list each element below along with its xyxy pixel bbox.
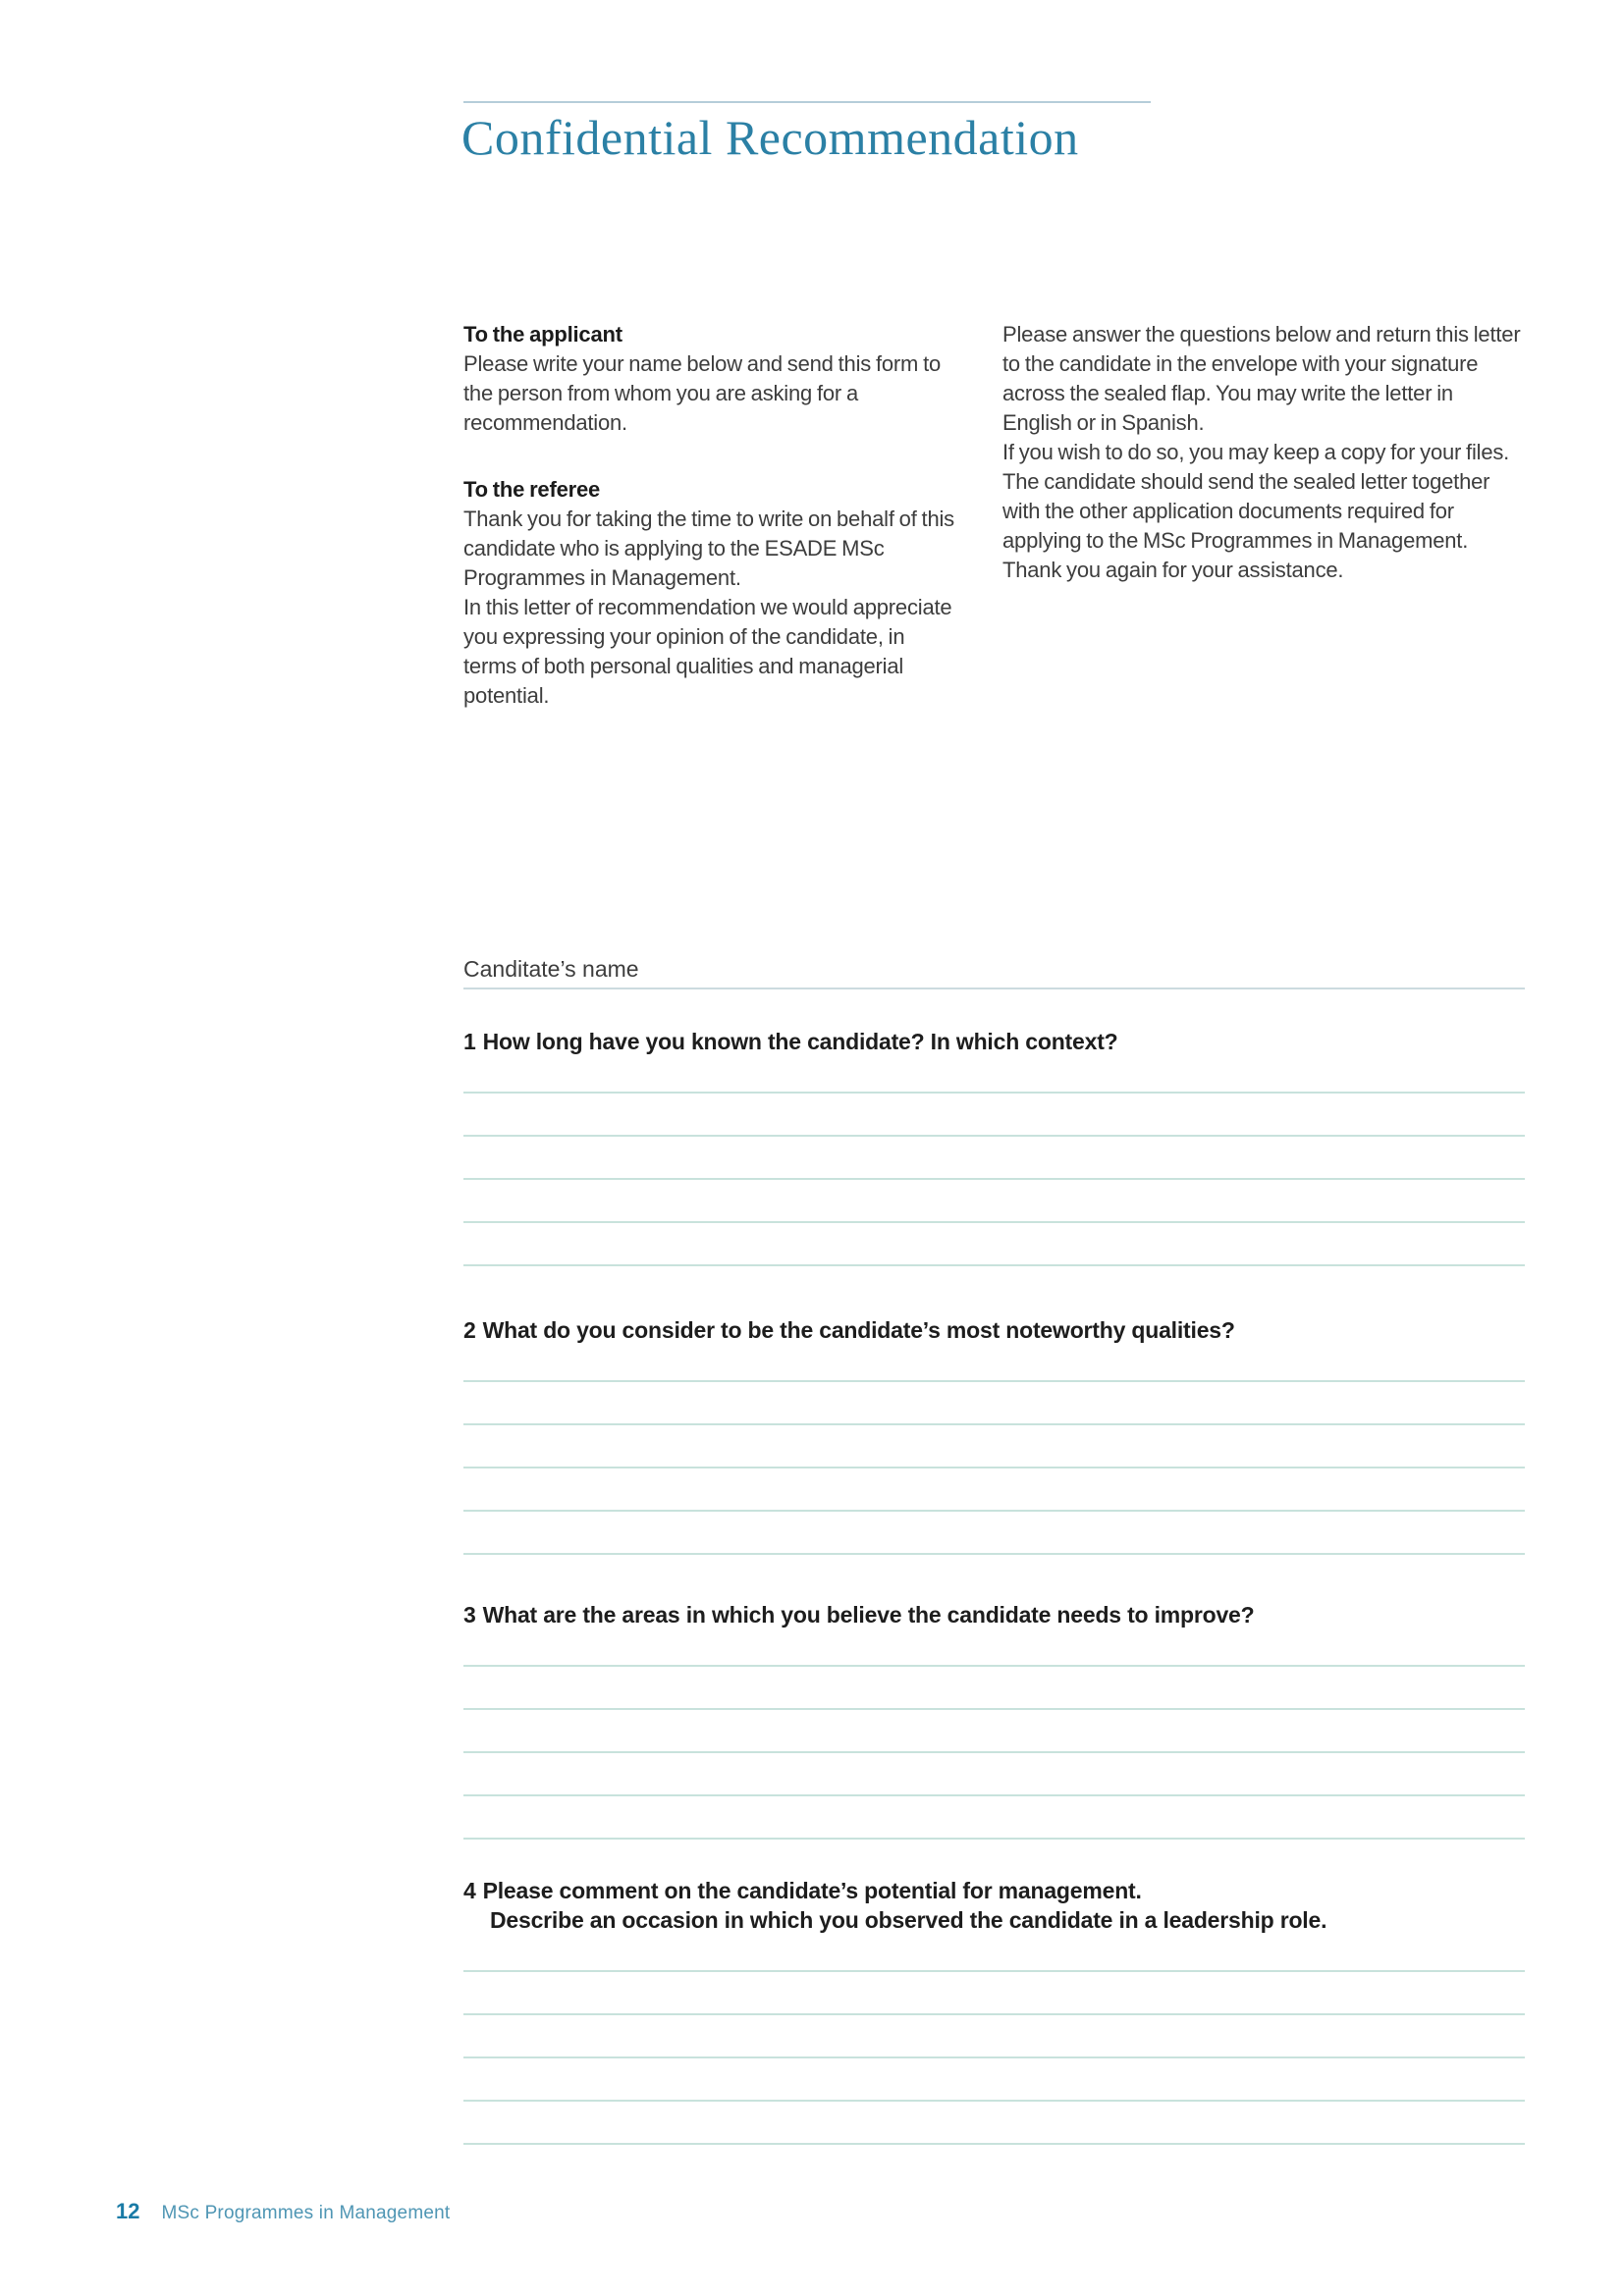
applicant-body: Please write your name below and send this form to the person from whom you are asking for a recommendation. bbox=[463, 351, 942, 435]
question-1 bbox=[463, 1027, 1525, 1266]
answer-line bbox=[463, 1794, 1525, 1796]
answer-line bbox=[463, 1264, 1525, 1266]
question-number: 1 bbox=[463, 1029, 476, 1054]
answer-lines bbox=[463, 1092, 1525, 1266]
page-title: Confidential Recommendation bbox=[461, 110, 1079, 165]
answer-lines bbox=[463, 1380, 1525, 1555]
intro-left-column bbox=[463, 320, 959, 711]
answer-line bbox=[463, 2056, 1525, 2058]
answer-line bbox=[463, 1092, 1525, 1094]
question-3 bbox=[463, 1600, 1525, 1840]
candidate-name-label: Canditate’s name bbox=[463, 956, 639, 982]
page-number: 12 bbox=[116, 2199, 140, 2223]
answer-line bbox=[463, 1708, 1525, 1710]
answer-line bbox=[463, 1178, 1525, 1180]
question-3-heading bbox=[463, 1600, 1525, 1629]
right-column-paragraph-3: Thank you again for your assistance. bbox=[1002, 558, 1344, 582]
right-column-paragraph-1: Please answer the questions below and return this letter to the candidate in the envelope with your signature across the sealed flap. You may write the letter in English or in Spanish. bbox=[1002, 322, 1521, 435]
question-2 bbox=[463, 1315, 1525, 1555]
question-4 bbox=[463, 1876, 1525, 2145]
question-text: How long have you known the candidate? In which context? bbox=[482, 1029, 1118, 1054]
question-1-heading bbox=[463, 1027, 1525, 1056]
footer-label: MSc Programmes in Management bbox=[161, 2203, 451, 2223]
answer-line bbox=[463, 1665, 1525, 1667]
answer-line bbox=[463, 1553, 1525, 1555]
answer-line bbox=[463, 1467, 1525, 1468]
question-text: Please comment on the candidate’s potential for management. bbox=[482, 1878, 1142, 1903]
referee-body-1: Thank you for taking the time to write on behalf of this candidate who is applying to the ESADE MSc Programmes in Management. bbox=[463, 507, 954, 590]
candidate-name-line bbox=[463, 988, 1525, 989]
answer-line bbox=[463, 1751, 1525, 1753]
answer-line bbox=[463, 2013, 1525, 2015]
page-footer bbox=[116, 2199, 450, 2224]
right-column-paragraph-2: If you wish to do so, you may keep a copy for your files. The candidate should send the sealed letter together with the other application documents required for applying to the MSc Programmes in Management. bbox=[1002, 440, 1510, 553]
applicant-heading: To the applicant bbox=[463, 322, 622, 347]
question-number: 2 bbox=[463, 1317, 476, 1343]
answer-line bbox=[463, 1970, 1525, 1972]
question-text: What are the areas in which you believe the candidate needs to improve? bbox=[482, 1602, 1255, 1628]
question-number: 3 bbox=[463, 1602, 476, 1628]
question-2-heading bbox=[463, 1315, 1525, 1345]
intro-right-column bbox=[1002, 320, 1525, 585]
question-number: 4 bbox=[463, 1878, 476, 1903]
answer-line bbox=[463, 2100, 1525, 2102]
title-rule bbox=[463, 101, 1151, 103]
question-4-heading bbox=[463, 1876, 1525, 1905]
answer-line bbox=[463, 1135, 1525, 1137]
answer-line bbox=[463, 1423, 1525, 1425]
answer-line bbox=[463, 1838, 1525, 1840]
answer-line bbox=[463, 1221, 1525, 1223]
question-text: What do you consider to be the candidate’s most noteworthy qualities? bbox=[482, 1317, 1235, 1343]
answer-line bbox=[463, 2143, 1525, 2145]
answer-lines bbox=[463, 1665, 1525, 1840]
answer-lines bbox=[463, 1970, 1525, 2145]
answer-line bbox=[463, 1510, 1525, 1512]
answer-line bbox=[463, 1380, 1525, 1382]
referee-body-2: In this letter of recommendation we would appreciate you expressing your opinion of the candidate, in terms of both personal qualities and managerial potential. bbox=[463, 595, 952, 708]
question-4-heading-line-2: Describe an occasion in which you observed the candidate in a leadership role. bbox=[490, 1907, 1327, 1933]
referee-heading: To the referee bbox=[463, 477, 601, 502]
